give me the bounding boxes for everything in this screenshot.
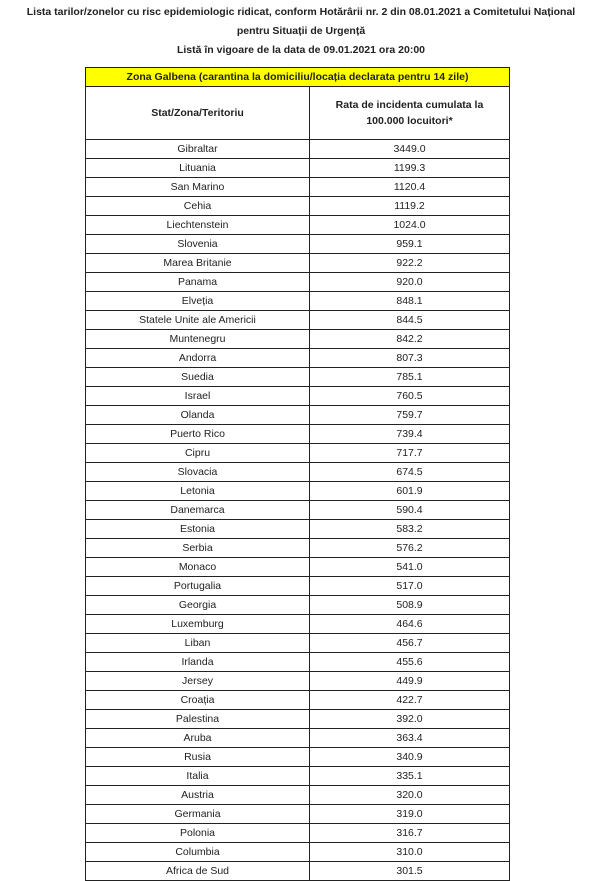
table-row <box>86 615 510 634</box>
country-cell: Letonia <box>86 482 310 501</box>
table-row <box>86 197 510 216</box>
table-row <box>86 273 510 292</box>
country-cell: Slovenia <box>86 235 310 254</box>
table-row <box>86 672 510 691</box>
country-cell: Cipru <box>86 444 310 463</box>
incidence-cell: 583.2 <box>310 520 510 539</box>
country-cell: Croația <box>86 691 310 710</box>
table-row <box>86 577 510 596</box>
incidence-cell: 848.1 <box>310 292 510 311</box>
incidence-cell: 920.0 <box>310 273 510 292</box>
incidence-cell: 1024.0 <box>310 216 510 235</box>
incidence-cell: 785.1 <box>310 368 510 387</box>
table-row <box>86 140 510 159</box>
country-cell: Italia <box>86 767 310 786</box>
document-subtitle: Listă în vigoare de la data de 09.01.2021 ora 20:00 <box>176 44 426 56</box>
table-row <box>86 330 510 349</box>
country-cell: Polonia <box>86 824 310 843</box>
country-cell: Statele Unite ale Americii <box>86 311 310 330</box>
incidence-cell: 320.0 <box>310 786 510 805</box>
zone-label: Zona Galbena (carantina la domiciliu/locația declarata pentru 14 zile) <box>86 68 510 87</box>
document-title-line2: pentru Situații de Urgență <box>236 25 366 37</box>
incidence-cell: 959.1 <box>310 235 510 254</box>
table-row <box>86 292 510 311</box>
table-row <box>86 862 510 881</box>
table-row <box>86 824 510 843</box>
country-cell: Israel <box>86 387 310 406</box>
incidence-cell: 844.5 <box>310 311 510 330</box>
country-cell: Palestina <box>86 710 310 729</box>
incidence-cell: 392.0 <box>310 710 510 729</box>
table-row <box>86 691 510 710</box>
country-cell: Monaco <box>86 558 310 577</box>
table-row <box>86 425 510 444</box>
incidence-cell: 1199.3 <box>310 159 510 178</box>
table-row <box>86 349 510 368</box>
table-row <box>86 805 510 824</box>
country-cell: Muntenegru <box>86 330 310 349</box>
incidence-cell: 310.0 <box>310 843 510 862</box>
incidence-cell: 319.0 <box>310 805 510 824</box>
country-cell: Danemarca <box>86 501 310 520</box>
table-row <box>86 482 510 501</box>
table-row <box>86 387 510 406</box>
table-row <box>86 216 510 235</box>
incidence-cell: 340.9 <box>310 748 510 767</box>
table-row <box>86 634 510 653</box>
incidence-cell: 3449.0 <box>310 140 510 159</box>
country-cell: Serbia <box>86 539 310 558</box>
incidence-cell: 674.5 <box>310 463 510 482</box>
table-row <box>86 729 510 748</box>
table-row <box>86 501 510 520</box>
table-row <box>86 539 510 558</box>
incidence-cell: 1119.2 <box>310 197 510 216</box>
table-row <box>86 520 510 539</box>
country-cell: Africa de Sud <box>86 862 310 881</box>
incidence-cell: 508.9 <box>310 596 510 615</box>
incidence-cell: 759.7 <box>310 406 510 425</box>
country-cell: Jersey <box>86 672 310 691</box>
country-cell: Elveția <box>86 292 310 311</box>
incidence-cell: 335.1 <box>310 767 510 786</box>
incidence-cell: 456.7 <box>310 634 510 653</box>
country-cell: Panama <box>86 273 310 292</box>
incidence-cell: 301.5 <box>310 862 510 881</box>
table-row <box>86 710 510 729</box>
table-row <box>86 406 510 425</box>
risk-zone-table <box>85 67 510 881</box>
table-row <box>86 843 510 862</box>
country-cell: Liban <box>86 634 310 653</box>
incidence-cell: 842.2 <box>310 330 510 349</box>
document-title-line1: Lista tarilor/zonelor cu risc epidemiologic ridicat, conform Hotărârii nr. 2 din 08.01.2021 a Comitetului Național <box>26 6 576 18</box>
incidence-cell: 541.0 <box>310 558 510 577</box>
country-cell: Andorra <box>86 349 310 368</box>
table-row <box>86 596 510 615</box>
column-header-country: Stat/Zona/Teritoriu <box>86 87 310 140</box>
incidence-cell: 464.6 <box>310 615 510 634</box>
incidence-cell: 1120.4 <box>310 178 510 197</box>
table-row <box>86 368 510 387</box>
table-row <box>86 178 510 197</box>
incidence-cell: 922.2 <box>310 254 510 273</box>
incidence-cell: 517.0 <box>310 577 510 596</box>
column-header-incidence-text: Rata de incidenta cumulata la 100.000 locuitori* <box>335 99 484 127</box>
table-row <box>86 463 510 482</box>
country-cell: Marea Britanie <box>86 254 310 273</box>
incidence-cell: 717.7 <box>310 444 510 463</box>
country-cell: Austria <box>86 786 310 805</box>
incidence-cell: 316.7 <box>310 824 510 843</box>
country-cell: Rusia <box>86 748 310 767</box>
country-cell: Olanda <box>86 406 310 425</box>
country-cell: Estonia <box>86 520 310 539</box>
column-header-row <box>86 87 510 140</box>
table-row <box>86 767 510 786</box>
country-cell: Germania <box>86 805 310 824</box>
country-cell: Portugalia <box>86 577 310 596</box>
incidence-cell: 760.5 <box>310 387 510 406</box>
country-cell: Georgia <box>86 596 310 615</box>
country-cell: Puerto Rico <box>86 425 310 444</box>
incidence-cell: 601.9 <box>310 482 510 501</box>
country-cell: Luxemburg <box>86 615 310 634</box>
table-row <box>86 653 510 672</box>
table-row <box>86 444 510 463</box>
country-cell: Suedia <box>86 368 310 387</box>
country-cell: San Marino <box>86 178 310 197</box>
column-header-incidence <box>310 87 510 140</box>
table-row <box>86 235 510 254</box>
country-cell: Lituania <box>86 159 310 178</box>
country-cell: Columbia <box>86 843 310 862</box>
incidence-cell: 590.4 <box>310 501 510 520</box>
table-row <box>86 786 510 805</box>
incidence-cell: 807.3 <box>310 349 510 368</box>
table-row <box>86 254 510 273</box>
table-row <box>86 159 510 178</box>
incidence-cell: 449.9 <box>310 672 510 691</box>
incidence-cell: 363.4 <box>310 729 510 748</box>
incidence-cell: 422.7 <box>310 691 510 710</box>
incidence-cell: 576.2 <box>310 539 510 558</box>
incidence-cell: 455.6 <box>310 653 510 672</box>
country-cell: Aruba <box>86 729 310 748</box>
country-cell: Irlanda <box>86 653 310 672</box>
country-cell: Slovacia <box>86 463 310 482</box>
table-row <box>86 748 510 767</box>
incidence-cell: 739.4 <box>310 425 510 444</box>
zone-header-row <box>86 68 510 87</box>
country-cell: Gibraltar <box>86 140 310 159</box>
country-cell: Cehia <box>86 197 310 216</box>
table-row <box>86 311 510 330</box>
table-row <box>86 558 510 577</box>
country-cell: Liechtenstein <box>86 216 310 235</box>
